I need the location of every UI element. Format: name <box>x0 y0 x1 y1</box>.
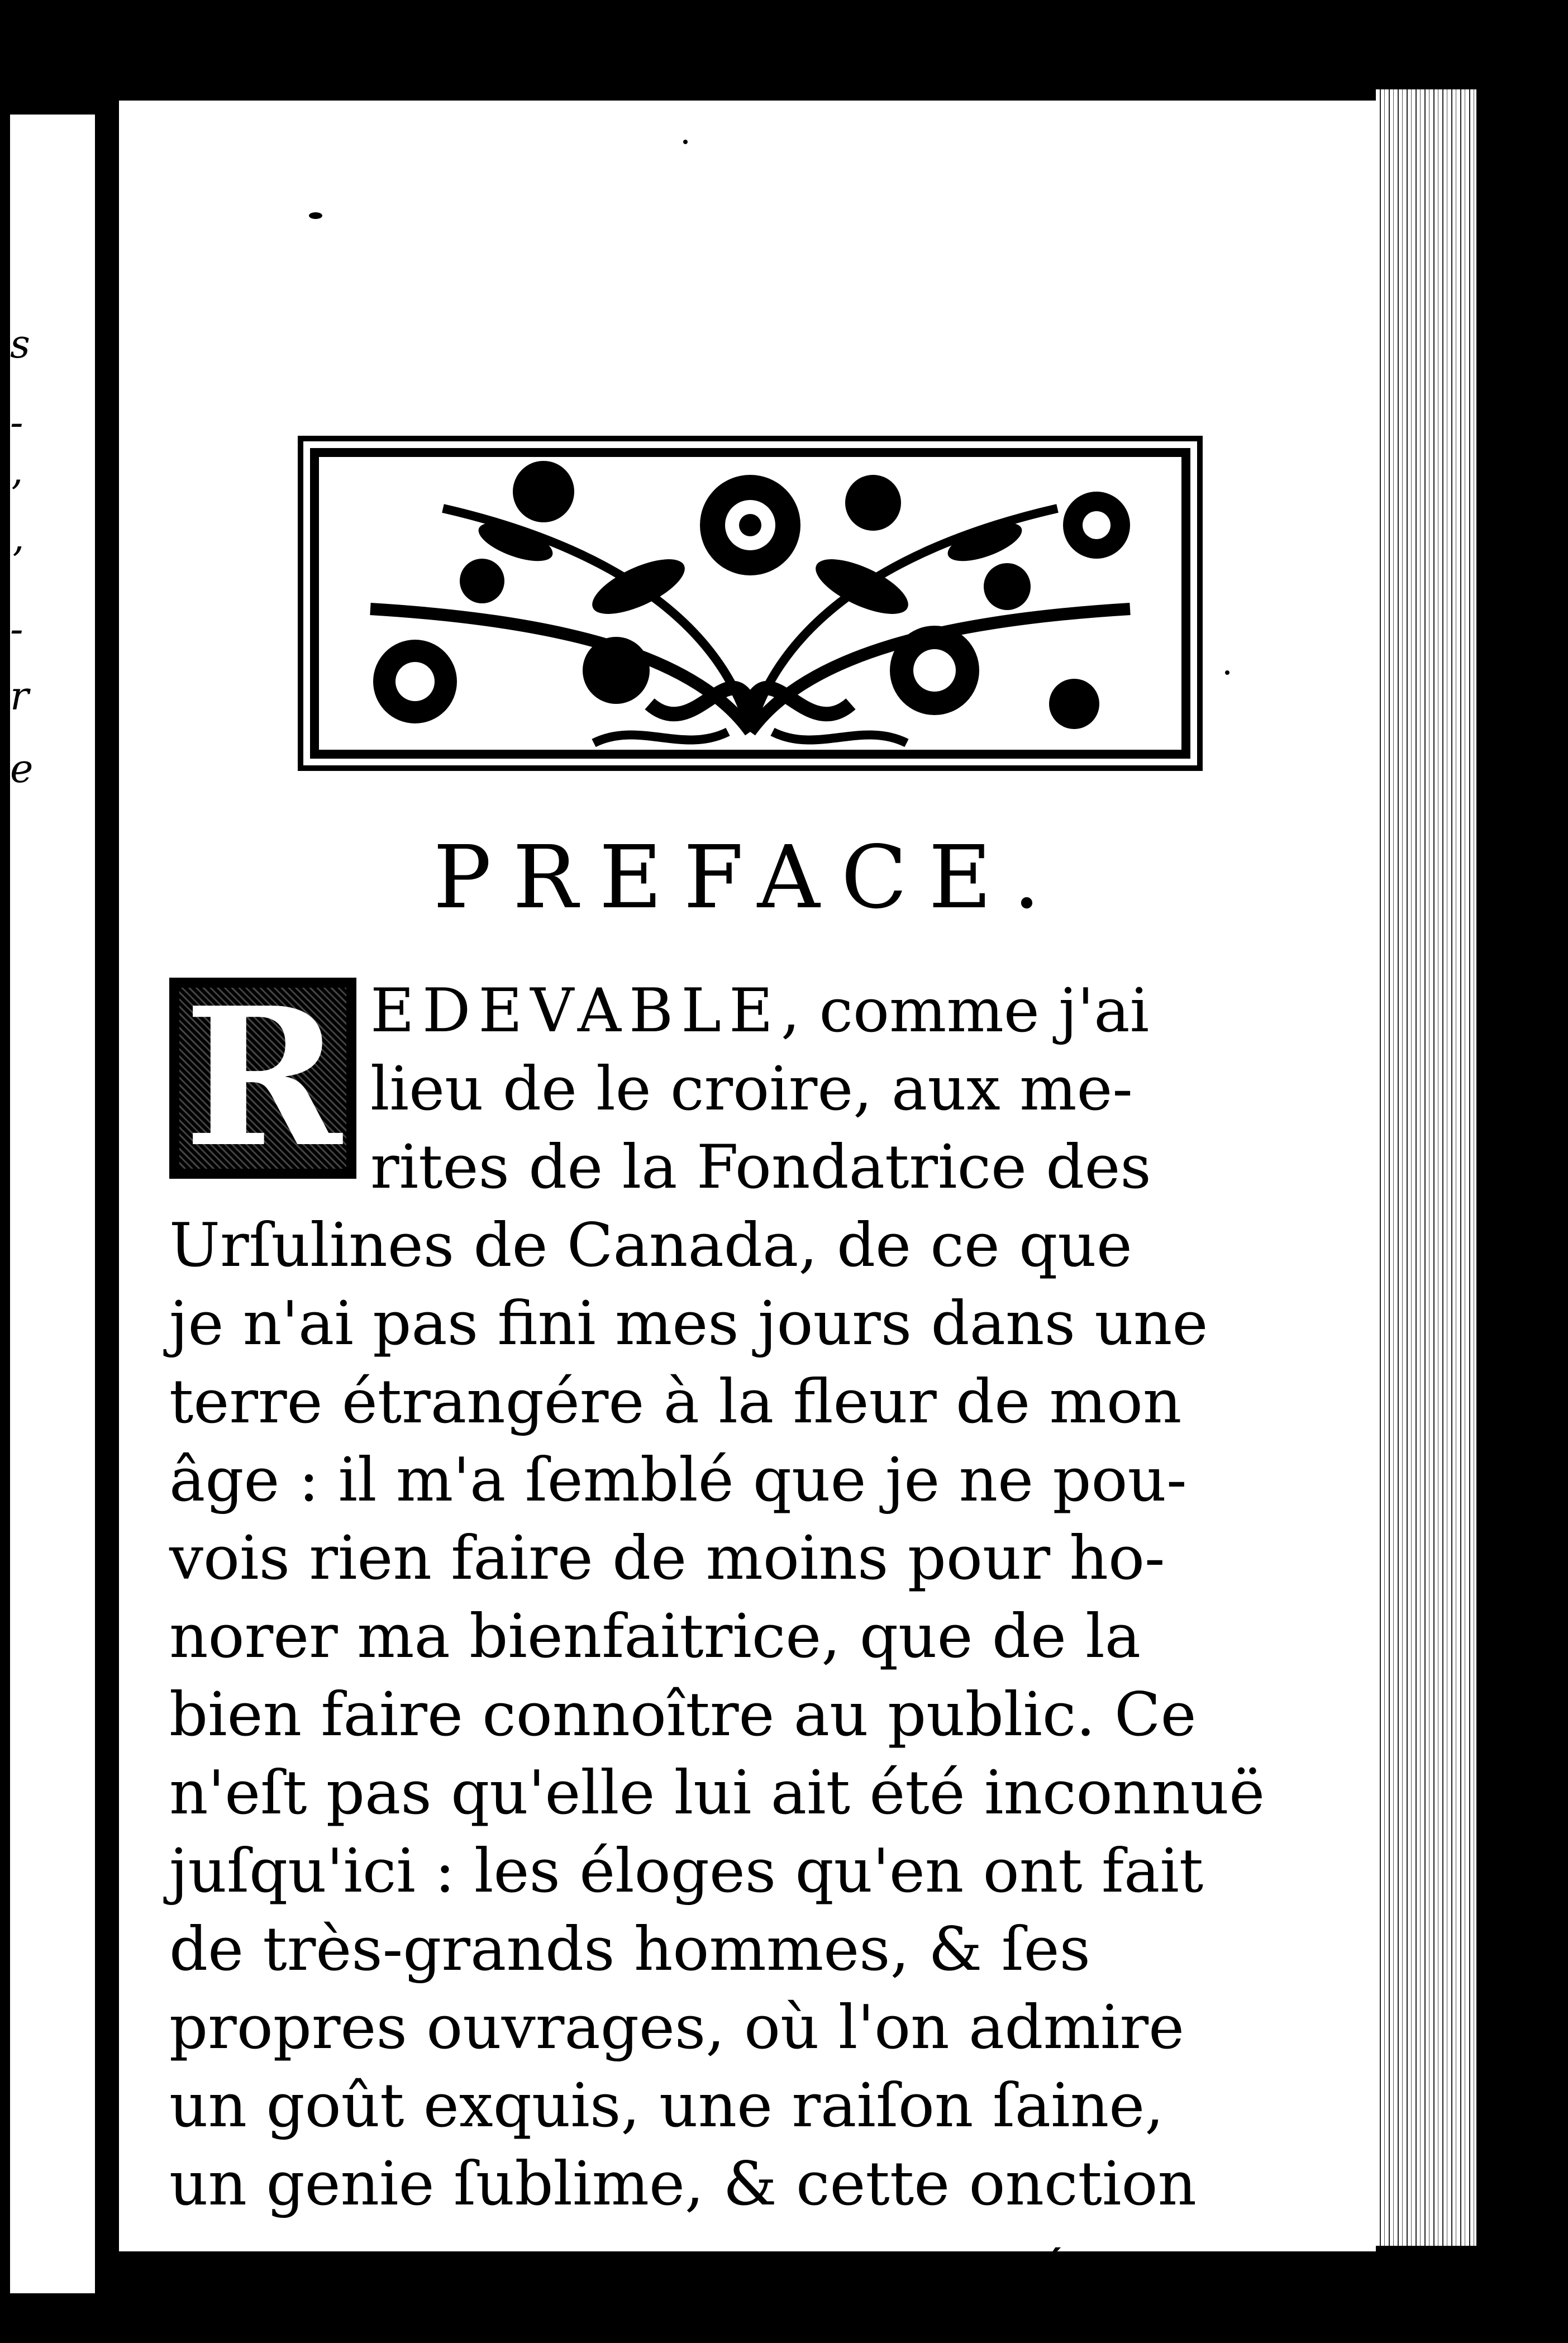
gutter-rule <box>103 115 119 2293</box>
book-page <box>119 101 1376 2306</box>
drop-capital <box>169 966 356 1189</box>
ink-speck <box>309 212 322 219</box>
facing-fragment: ’ <box>10 472 23 518</box>
text-line: lieu de le croire, aux me- <box>370 1054 1133 1124</box>
text-line: je n'ai pas fini mes jours dans une <box>169 1289 1208 1359</box>
text-line: bien faire connoître au public. Ce <box>169 1680 1197 1750</box>
text-line: de très-grands hommes, & ſes <box>169 1915 1091 1984</box>
text-line: âge : il m'a ſemblé que je ne pou- <box>169 1445 1187 1515</box>
facing-fragment: - <box>10 606 23 652</box>
floral-headpiece-icon <box>298 436 1203 771</box>
facing-fragment: e <box>10 746 34 792</box>
page-title: PREFACE. <box>433 827 1062 928</box>
text-line: rites de la Fondatrice des <box>370 1132 1151 1202</box>
text-line: un goût exquis, une raiſon ſaine, <box>169 2071 1164 2141</box>
signature-mark: é <box>1035 2240 1069 2306</box>
facing-fragment: r <box>10 673 29 719</box>
text-line: propres ouvrages, où l'on admire <box>169 1993 1185 2063</box>
text-line <box>370 972 1247 1050</box>
text-line: terre étrangére à la fleur de mon <box>169 1367 1182 1437</box>
small-caps-word: EDEVABLE <box>370 976 781 1046</box>
facing-fragment: - <box>10 399 23 445</box>
ink-speck <box>683 140 688 144</box>
text-line: vois rien faire de moins pour ho- <box>169 1523 1165 1593</box>
page-edges <box>1376 89 1476 2246</box>
text-line-remainder: , comme j'ai <box>780 976 1150 1046</box>
text-line: juſqu'ici : les éloges qu'en ont fait <box>169 1836 1204 1906</box>
ink-speck <box>1225 670 1229 675</box>
text-line: un genie ſublime, & cette onction <box>169 2149 1197 2219</box>
drop-capital-letter: R <box>184 966 342 1189</box>
text-line: norer ma bienfaitrice, que de la <box>169 1602 1141 1671</box>
facing-fragment: ʼ <box>10 539 23 585</box>
facing-fragment: s <box>10 321 30 367</box>
facing-page-edge <box>10 115 95 2293</box>
text-line: n'eſt pas qu'elle lui ait été inconnuë <box>169 1758 1265 1828</box>
text-line: Urſulines de Canada, de ce que <box>169 1211 1132 1280</box>
